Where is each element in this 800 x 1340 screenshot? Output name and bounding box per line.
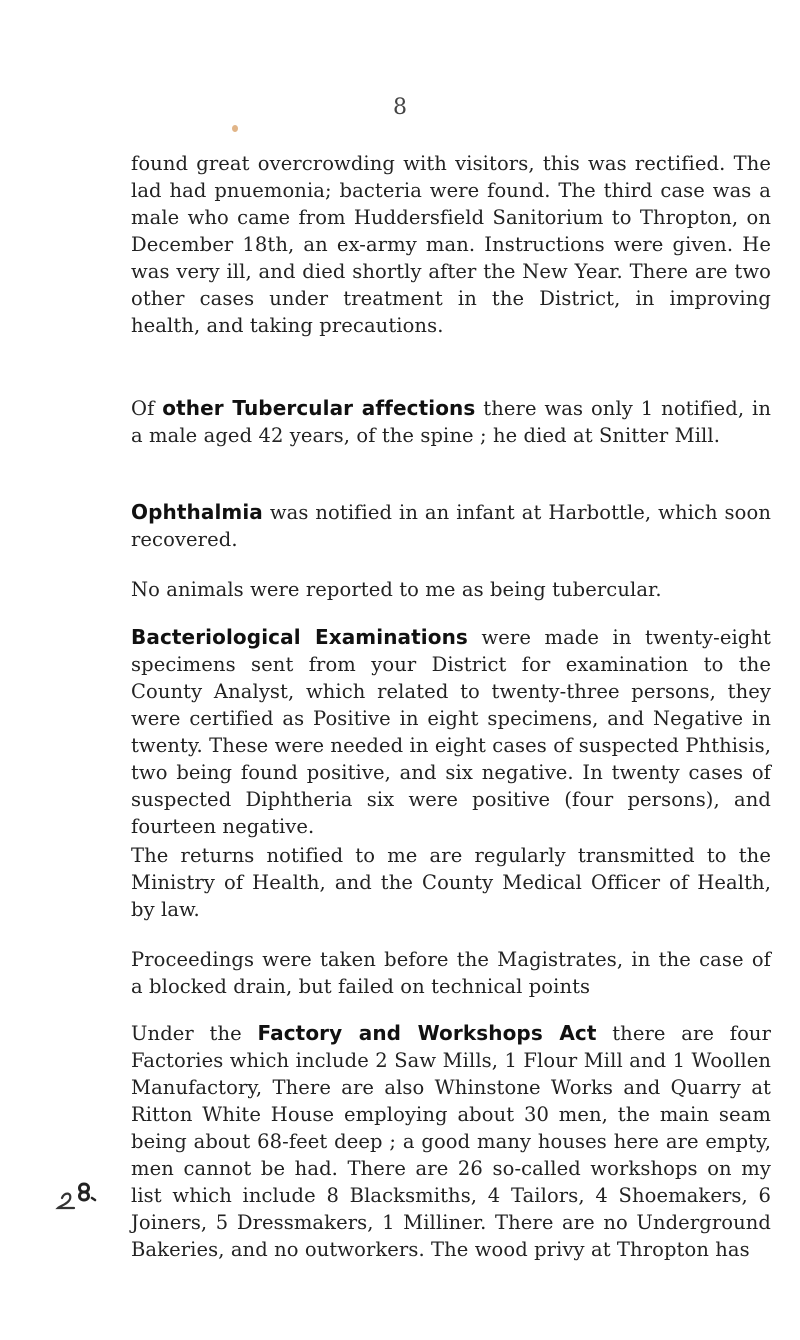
paragraph-returns: The returns notified to me are regularly transmitted to the Ministry of Health, and the County Medical Officer of Health, by law.: [131, 844, 771, 921]
paragraph-lead: Under the: [131, 1022, 258, 1045]
section-heading-factory-workshops: Factory and Workshops Act: [257, 1021, 597, 1045]
paragraph-proceedings: Proceedings were taken before the Magistrates, in the case of a blocked drain, but failed on technical points: [131, 948, 771, 998]
paragraph-body: there are four Factories which include 2 Saw Mills, 1 Flour Mill and 1 Woollen Manufactory, There are also Whinstone Works and Quarry at Ritton White House employing about 30 men, the main seam being about 68-feet deep ; a good many houses here are empty, men cannot be had. There are 26 so-called workshops on my list which include 8 Blacksmiths, 4 Tailors, 4 Shoemakers, 6 Joiners, 5 Dressmakers, 1 Milliner. There are no Underground Bakeries, and no outworkers. The wood privy at Thropton has: [131, 1022, 771, 1261]
paragraph-ophthalmia: [131, 499, 771, 553]
paragraph-factory-workshops: [131, 1020, 771, 1263]
page-number: 8: [393, 95, 407, 120]
paragraph-body: was notified in an infant at Harbottle, which soon recovered.: [131, 501, 771, 551]
section-heading-ophthalmia: Ophthalmia: [131, 500, 263, 524]
ink-smudge: [232, 125, 238, 132]
paragraph-bacteriological: [131, 624, 771, 840]
paragraph-other-tubercular: [131, 395, 771, 449]
handwritten-margin-note: [48, 1172, 128, 1212]
paragraph-tuberculosis-cases: found great overcrowding with visitors, this was rectified. The lad had pnuemonia; bacteria were found. The third case was a male who came from Huddersfield Sanitorium to Thropton, on December 18th, an ex-army man. Instructions were given. He was very ill, and died shortly after the New Year. There are two other cases under treatment in the District, in improving health, and taking precautions.: [131, 152, 771, 337]
section-heading-bacteriological: Bacteriological Examinations: [131, 625, 468, 649]
paragraph-animals: No animals were reported to me as being tubercular.: [131, 578, 662, 601]
paragraph-body: were made in twenty-eight specimens sent from your District for examination to the County Analyst, which related to twenty-three persons, they were certified as Positive in eight specimens, and Negative in twenty. These were needed in eight cases of suspected Phthisis, two being found positive, and six negative. In twenty cases of suspected Diphtheria six were positive (four persons), and fourteen negative.: [131, 626, 771, 838]
paragraph-body: there was only 1 notified, in a male aged 42 years, of the spine ; he died at Snitter Mill.: [131, 397, 771, 447]
paragraph-lead: Of: [131, 397, 163, 420]
section-heading-other-tubercular: other Tubercular affections: [162, 396, 476, 420]
